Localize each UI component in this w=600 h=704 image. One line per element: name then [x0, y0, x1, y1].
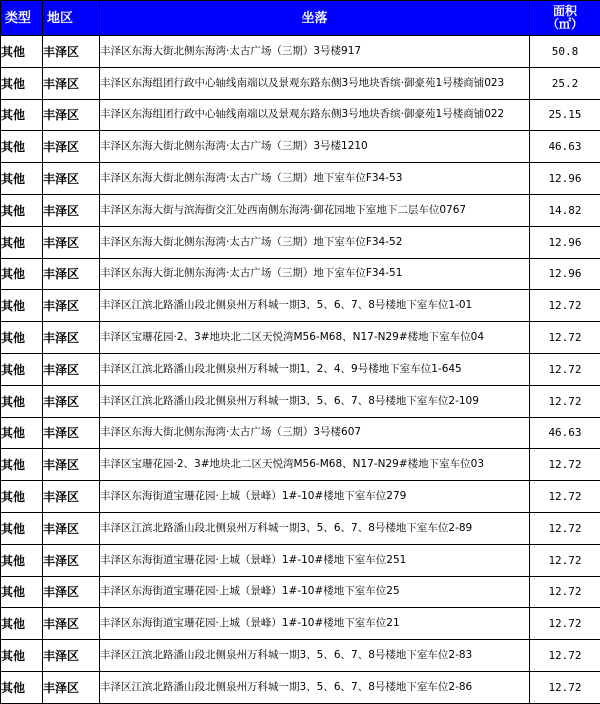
- row-type: 其他: [1, 449, 43, 481]
- row-district: 丰泽区: [43, 353, 100, 385]
- row-district: 丰泽区: [43, 290, 100, 322]
- row-district: 丰泽区: [43, 99, 100, 131]
- row-district: 丰泽区: [43, 258, 100, 290]
- row-location: 丰泽区宝珊花园·2、3#地块北二区天悦湾M56-M68、N17-N29#楼地下室车位03: [100, 449, 530, 481]
- header-area-label: 面积: [530, 5, 600, 18]
- row-district: 丰泽区: [43, 385, 100, 417]
- row-district: 丰泽区: [43, 671, 100, 703]
- row-area: 12.72: [530, 671, 600, 703]
- row-location: 丰泽区东海大街北侧东海湾·太古广场（三期）地下室车位F34-51: [100, 258, 530, 290]
- row-area: 12.72: [530, 608, 600, 640]
- row-location: 丰泽区东海街道宝珊花园·上城（景峰）1#-10#楼地下室车位251: [100, 544, 530, 576]
- row-area: 50.8: [530, 36, 600, 68]
- row-location: 丰泽区东海组团行政中心轴线南端以及景观东路东侧3号地块香缤·御豪苑1号楼商铺022: [100, 99, 530, 131]
- row-area: 12.96: [530, 226, 600, 258]
- row-area: 46.63: [530, 417, 600, 449]
- row-district: 丰泽区: [43, 163, 100, 195]
- row-type: 其他: [1, 353, 43, 385]
- row-area: 12.72: [530, 449, 600, 481]
- header-location: 坐落: [100, 1, 530, 36]
- row-area: 25.15: [530, 99, 600, 131]
- row-district: 丰泽区: [43, 608, 100, 640]
- table-row: [1, 449, 600, 481]
- row-district: 丰泽区: [43, 512, 100, 544]
- row-district: 丰泽区: [43, 322, 100, 354]
- row-type: 其他: [1, 258, 43, 290]
- table-body: [1, 36, 600, 704]
- row-location: 丰泽区江滨北路潘山段北侧泉州万科城一期3、5、6、7、8号楼地下室车位2-89: [100, 512, 530, 544]
- table-row: [1, 576, 600, 608]
- row-type: 其他: [1, 99, 43, 131]
- header-district: 地区: [43, 1, 100, 36]
- row-district: 丰泽区: [43, 131, 100, 163]
- table-row: [1, 544, 600, 576]
- row-type: 其他: [1, 417, 43, 449]
- table-row: [1, 481, 600, 513]
- row-area: 12.72: [530, 322, 600, 354]
- table-row: [1, 512, 600, 544]
- row-area: 12.96: [530, 163, 600, 195]
- row-district: 丰泽区: [43, 449, 100, 481]
- row-district: 丰泽区: [43, 36, 100, 68]
- row-location: 丰泽区东海街道宝珊花园·上城（景峰）1#-10#楼地下室车位279: [100, 481, 530, 513]
- header-area: [530, 1, 600, 36]
- row-area: 12.72: [530, 576, 600, 608]
- row-location: 丰泽区江滨北路潘山段北侧泉州万科城一期1、2、4、9号楼地下室车位1-645: [100, 353, 530, 385]
- table-row: [1, 36, 600, 68]
- row-type: 其他: [1, 576, 43, 608]
- row-district: 丰泽区: [43, 226, 100, 258]
- table-row: [1, 417, 600, 449]
- row-type: 其他: [1, 640, 43, 672]
- row-location: 丰泽区宝珊花园·2、3#地块北二区天悦湾M56-M68、N17-N29#楼地下室车位04: [100, 322, 530, 354]
- row-location: 丰泽区东海组团行政中心轴线南端以及景观东路东侧3号地块香缤·御豪苑1号楼商铺023: [100, 67, 530, 99]
- row-district: 丰泽区: [43, 417, 100, 449]
- row-type: 其他: [1, 290, 43, 322]
- row-location: 丰泽区江滨北路潘山段北侧泉州万科城一期3、5、6、7、8号楼地下室车位2-86: [100, 671, 530, 703]
- table-row: [1, 194, 600, 226]
- row-district: 丰泽区: [43, 544, 100, 576]
- row-location: 丰泽区东海街道宝珊花园·上城（景峰）1#-10#楼地下室车位25: [100, 576, 530, 608]
- table-row: [1, 322, 600, 354]
- row-type: 其他: [1, 36, 43, 68]
- table-row: [1, 258, 600, 290]
- row-type: 其他: [1, 194, 43, 226]
- row-district: 丰泽区: [43, 481, 100, 513]
- row-area: 12.72: [530, 353, 600, 385]
- row-type: 其他: [1, 385, 43, 417]
- row-location: 丰泽区东海大街北侧东海湾·太古广场（三期）3号楼1210: [100, 131, 530, 163]
- row-location: 丰泽区东海大街北侧东海湾·太古广场（三期）3号楼917: [100, 36, 530, 68]
- header-type: 类型: [1, 1, 43, 36]
- row-type: 其他: [1, 481, 43, 513]
- table-header: [1, 1, 600, 36]
- table-row: [1, 671, 600, 703]
- row-district: 丰泽区: [43, 194, 100, 226]
- row-location: 丰泽区东海大街北侧东海湾·太古广场（三期）地下室车位F34-52: [100, 226, 530, 258]
- row-type: 其他: [1, 226, 43, 258]
- row-type: 其他: [1, 608, 43, 640]
- row-location: 丰泽区东海大街北侧东海湾·太古广场（三期）3号楼607: [100, 417, 530, 449]
- table-row: [1, 608, 600, 640]
- row-type: 其他: [1, 163, 43, 195]
- row-type: 其他: [1, 131, 43, 163]
- table-row: [1, 163, 600, 195]
- row-area: 12.72: [530, 290, 600, 322]
- row-area: 14.82: [530, 194, 600, 226]
- table-row: [1, 67, 600, 99]
- row-area: 46.63: [530, 131, 600, 163]
- row-type: 其他: [1, 544, 43, 576]
- row-location: 丰泽区东海街道宝珊花园·上城（景峰）1#-10#楼地下室车位21: [100, 608, 530, 640]
- row-area: 12.72: [530, 385, 600, 417]
- row-area: 12.96: [530, 258, 600, 290]
- row-type: 其他: [1, 671, 43, 703]
- table-row: [1, 385, 600, 417]
- row-type: 其他: [1, 322, 43, 354]
- row-area: 12.72: [530, 512, 600, 544]
- table-row: [1, 353, 600, 385]
- row-location: 丰泽区江滨北路潘山段北侧泉州万科城一期3、5、6、7、8号楼地下室车位2-109: [100, 385, 530, 417]
- row-area: 12.72: [530, 640, 600, 672]
- table-row: [1, 99, 600, 131]
- table-row: [1, 290, 600, 322]
- row-area: 12.72: [530, 544, 600, 576]
- row-district: 丰泽区: [43, 640, 100, 672]
- row-area: 12.72: [530, 481, 600, 513]
- row-location: 丰泽区东海大街北侧东海湾·太古广场（三期）地下室车位F34-53: [100, 163, 530, 195]
- table-row: [1, 131, 600, 163]
- row-area: 25.2: [530, 67, 600, 99]
- row-location: 丰泽区江滨北路潘山段北侧泉州万科城一期3、5、6、7、8号楼地下室车位2-83: [100, 640, 530, 672]
- row-location: 丰泽区江滨北路潘山段北侧泉州万科城一期3、5、6、7、8号楼地下室车位1-01: [100, 290, 530, 322]
- header-area-unit: （㎡）: [530, 18, 600, 31]
- row-district: 丰泽区: [43, 576, 100, 608]
- row-location: 丰泽区东海大街与滨海街交汇处西南侧东海湾·御花园地下室地下二层车位0767: [100, 194, 530, 226]
- row-district: 丰泽区: [43, 67, 100, 99]
- row-type: 其他: [1, 67, 43, 99]
- table-row: [1, 640, 600, 672]
- header-row: [1, 1, 600, 36]
- table-row: [1, 226, 600, 258]
- row-type: 其他: [1, 512, 43, 544]
